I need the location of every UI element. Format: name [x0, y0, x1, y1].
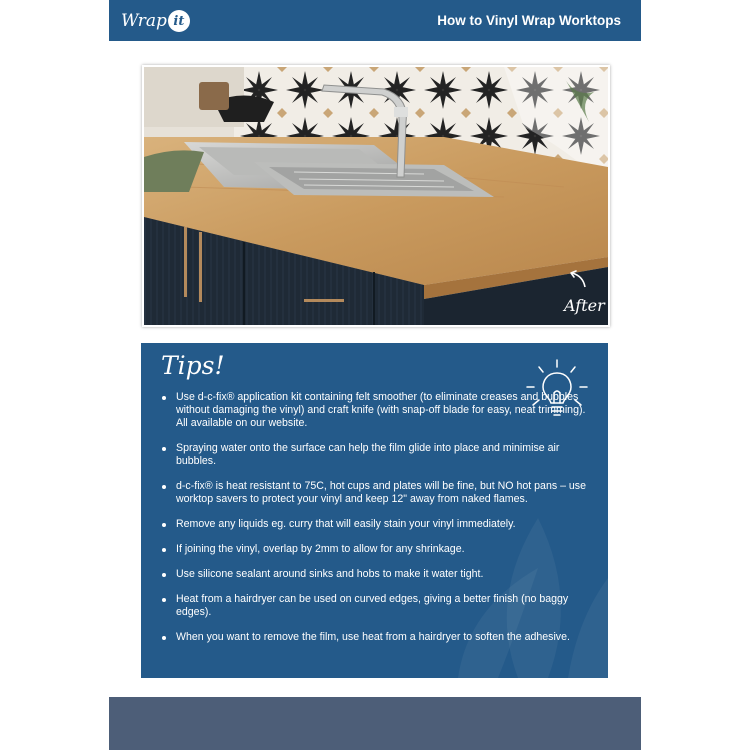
tip-item: Remove any liquids eg. curry that will easily stain your vinyl immediately. — [159, 518, 594, 531]
page — [109, 0, 641, 750]
tip-item: Spraying water onto the surface can help the film glide into place and minimise air bubbles. — [159, 442, 594, 468]
footer-bar — [109, 697, 641, 750]
tips-title: Tips! — [161, 351, 225, 380]
tip-item: d-c-fix® is heat resistant to 75C, hot cups and plates will be fine, but NO hot pans – use worktop savers to protect your vinyl and keep 12" away from naked flames. — [159, 480, 594, 506]
tip-item: Heat from a hairdryer can be used on curved edges, giving a better finish (no baggy edges). — [159, 593, 594, 619]
tip-item: Use silicone sealant around sinks and hobs to make it water tight. — [159, 568, 594, 581]
tips-panel — [141, 343, 608, 678]
tip-item: When you want to remove the film, use heat from a hairdryer to soften the adhesive. — [159, 631, 594, 644]
page-title: How to Vinyl Wrap Worktops — [437, 13, 621, 28]
logo-mark: it — [168, 10, 190, 32]
header-bar — [109, 0, 641, 41]
tips-list — [159, 391, 594, 656]
photo-caption: After — [564, 296, 605, 315]
logo-text: Wrap — [121, 11, 167, 31]
tip-item: If joining the vinyl, overlap by 2mm to allow for any shrinkage. — [159, 543, 594, 556]
after-photo — [142, 65, 610, 327]
caption-arrow-icon — [566, 268, 590, 295]
tip-item: Use d-c-fix® application kit containing felt smoother (to eliminate creases and bubbles without damaging the vinyl) and craft knife (with snap-off blade for easy, neat trimming). All available on our website. — [159, 391, 594, 430]
wrapit-logo — [121, 8, 190, 34]
